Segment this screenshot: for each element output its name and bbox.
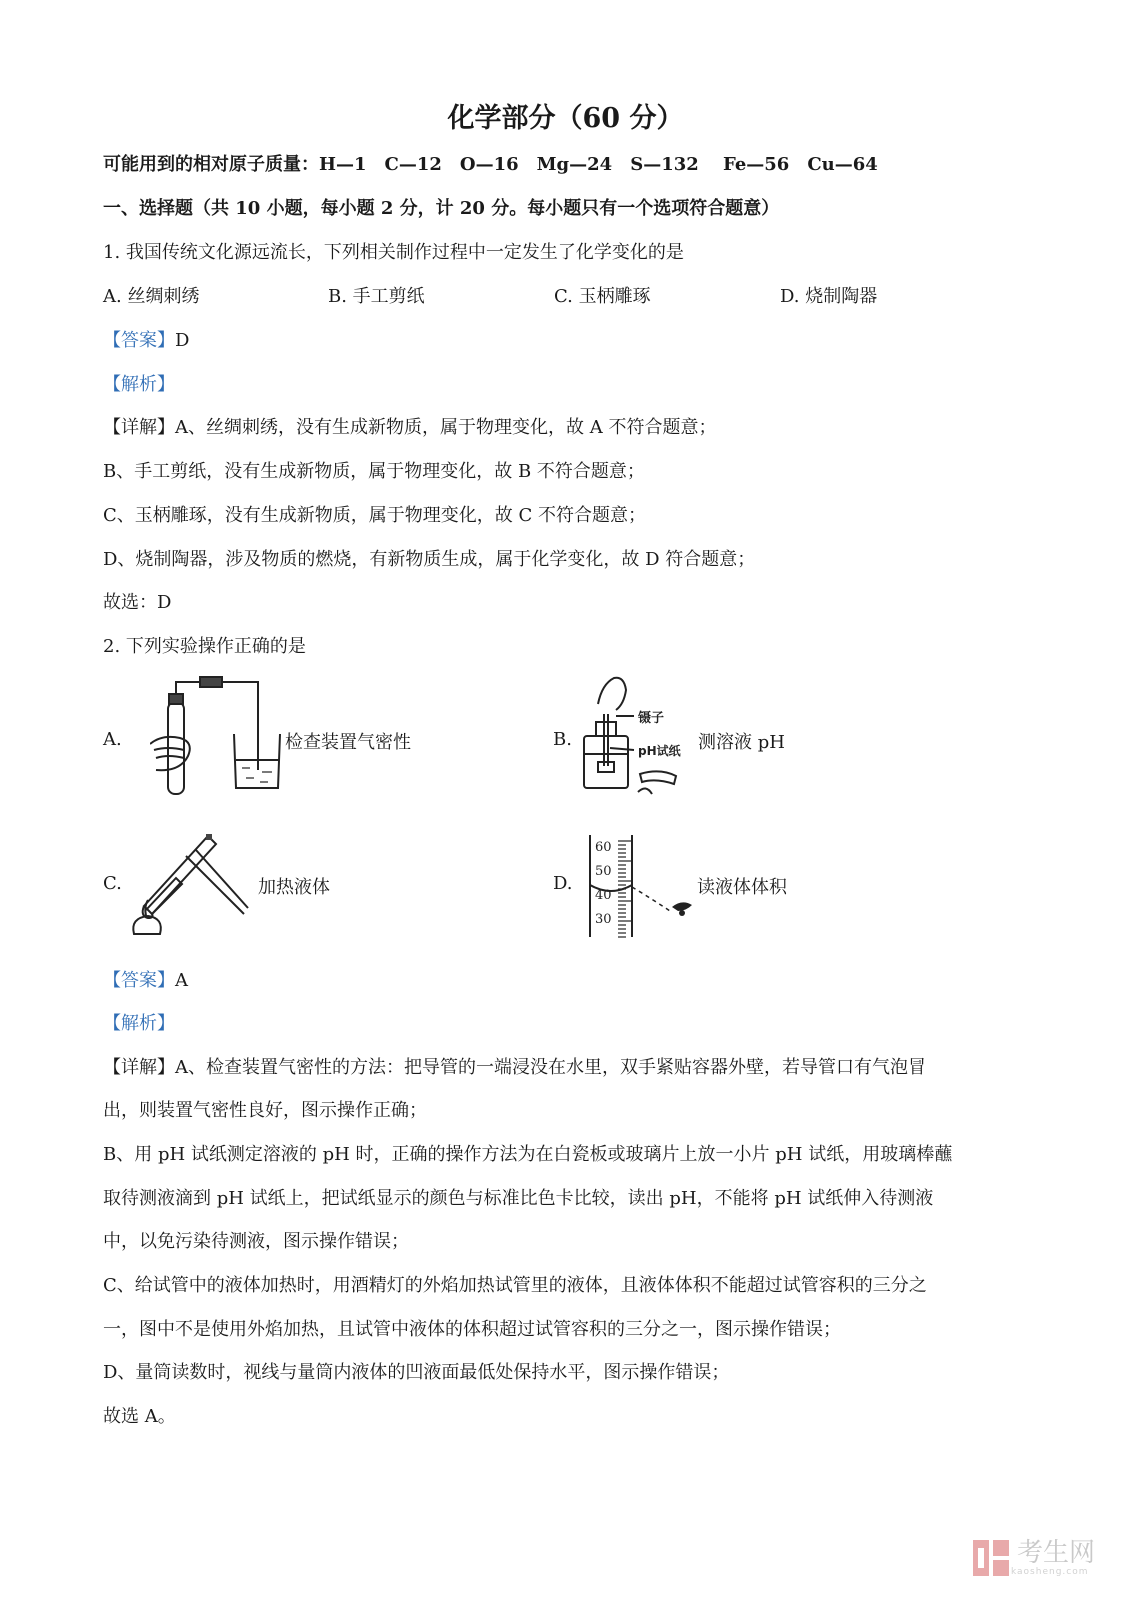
q2-option-a-letter: A. [103,729,122,750]
graduated-cylinder-figure [588,833,700,941]
answer-value: A [175,970,188,991]
q1-option-c: C. 玉柄雕琢 [554,286,651,307]
ph-paper-label: pH试纸 [638,744,681,758]
q1-detail-line: B、手工剪纸，没有生成新物质，属于物理变化，故 B 不符合题意； [103,461,645,482]
q2-detail-line: D、量筒读数时，视线与量筒内液体的凹液面最低处保持水平，图示操作错误； [103,1362,730,1383]
q2-detail-line: 中，以免污染待测液，图示操作错误； [103,1231,409,1252]
q1-detail-line [103,415,716,441]
question-1-stem: 1. 我国传统文化源远流长，下列相关制作过程中一定发生了化学变化的是 [103,242,684,263]
watermark [971,1538,1095,1578]
atomic-masses: 可能用到的相对原子质量：H—1 C—12 O—16 Mg—24 S—132 Fe—56 Cu—64 [103,154,878,175]
q1-detail-line: D、烧制陶器，涉及物质的燃烧，有新物质生成，属于化学变化，故 D 符合题意； [103,549,756,570]
q2-detail-line [103,1055,926,1081]
q1-answer [103,328,189,354]
answer-tag: 【答案】 [103,330,175,351]
q1-option-d: D. 烧制陶器 [780,286,878,307]
q2-option-a-label: 检查装置气密性 [285,732,411,753]
question-2-stem: 2. 下列实验操作正确的是 [103,636,306,657]
q2-detail-line: 出，则装置气密性良好，图示操作正确； [103,1100,427,1121]
q2-option-c-label: 加热液体 [258,877,330,898]
q1-option-b: B. 手工剪纸 [328,286,425,307]
q1-analysis-tag: 【解析】 [103,374,175,395]
q2-option-d-label: 读液体体积 [697,877,787,898]
q2-detail-line: C、给试管中的液体加热时，用酒精灯的外焰加热试管里的液体，且液体体积不能超过试管容积的三分之 [103,1275,927,1296]
tweezers-label: 镊子 [638,711,665,726]
ph-test-figure [580,670,684,802]
heating-liquid-figure [126,826,256,942]
watermark-url: kaosheng.com [1010,1567,1089,1577]
section-heading: 一、选择题（共 10 小题，每小题 2 分，计 20 分。每小题只有一个选项符合题意） [103,198,780,219]
page-title: 化学部分（60 分） [447,103,684,134]
q2-conclusion: 故选 A。 [103,1406,176,1427]
scale-label: 40 [595,888,612,903]
detail-tag: 【详解】 [103,417,175,438]
scale-label: 30 [595,912,612,927]
q2-option-b-label: 测溶液 pH [698,732,785,753]
detail-tag: 【详解】 [103,1057,175,1078]
answer-value: D [175,330,190,351]
answer-tag: 【答案】 [103,970,175,991]
scale-label: 60 [595,840,612,855]
q2-option-d-letter: D. [553,873,573,894]
q2-option-b-letter: B. [553,729,572,750]
watermark-text: 考生网 [1016,1538,1095,1568]
q2-option-c-letter: C. [103,873,122,894]
kaosheng-logo-icon [971,1538,1011,1578]
q2-detail-line: 一，图中不是使用外焰加热，且试管中液体的体积超过试管容积的三分之一，图示操作错误； [103,1319,841,1340]
q2-answer [103,968,188,994]
airtightness-check-figure [150,672,282,800]
q1-option-a: A. 丝绸刺绣 [103,286,200,307]
detail-text: A、丝绸刺绣，没有生成新物质，属于物理变化，故 A 不符合题意； [175,417,717,438]
q1-conclusion: 故选：D [103,592,172,613]
q2-detail-line: B、用 pH 试纸测定溶液的 pH 时，正确的操作方法为在白瓷板或玻璃片上放一小片 pH 试纸，用玻璃棒蘸 [103,1144,953,1165]
q1-detail-line: C、玉柄雕琢，没有生成新物质，属于物理变化，故 C 不符合题意； [103,505,646,526]
scale-label: 50 [595,864,612,879]
q2-analysis-tag: 【解析】 [103,1013,175,1034]
detail-text: A、检查装置气密性的方法：把导管的一端浸没在水里，双手紧贴容器外壁，若导管口有气泡冒 [175,1057,926,1078]
q2-detail-line: 取待测液滴到 pH 试纸上，把试纸显示的颜色与标准比色卡比较，读出 pH，不能将 pH 试纸伸入待测液 [103,1188,934,1209]
